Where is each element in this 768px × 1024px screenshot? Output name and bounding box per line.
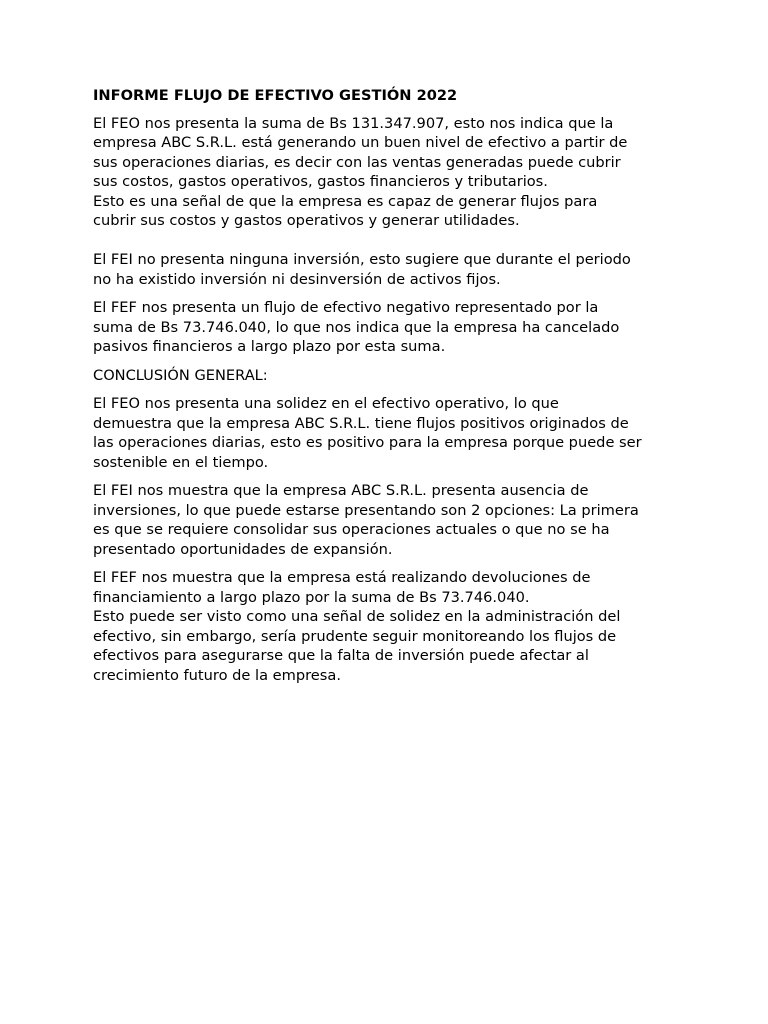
text-line: pasivos financieros a largo plazo por esta suma. bbox=[93, 338, 446, 355]
paragraph-feo-summary bbox=[93, 114, 683, 290]
paragraph-fei-conclusion bbox=[93, 481, 683, 559]
text-line: El FEI no presenta ninguna inversión, esto sugiere que durante el periodo bbox=[93, 251, 631, 268]
text-line: Esto puede ser visto como una señal de solidez en la administración del bbox=[93, 608, 621, 625]
paragraph-fef-conclusion bbox=[93, 568, 683, 685]
text-line: Esto es una señal de que la empresa es capaz de generar flujos para bbox=[93, 192, 598, 210]
text-line: sus costos, gastos operativos, gastos financieros y tributarios. bbox=[93, 173, 548, 190]
conclusion-heading: CONCLUSIÓN GENERAL: bbox=[93, 366, 268, 384]
document-title: INFORME FLUJO DE EFECTIVO GESTIÓN 2022 bbox=[93, 87, 458, 104]
paragraph-fef-summary bbox=[93, 298, 683, 357]
text-line: sus operaciones diarias, es decir con las ventas generadas puede cubrir bbox=[93, 153, 621, 171]
text-line: no ha existido inversión ni desinversión de activos fijos. bbox=[93, 270, 501, 288]
text-line: las operaciones diarias, esto es positivo para la empresa porque puede ser bbox=[93, 434, 642, 451]
text-line: demuestra que la empresa ABC S.R.L. tiene flujos positivos originados de bbox=[93, 414, 629, 432]
text-line: es que se requiere consolidar sus operaciones actuales o que no se ha bbox=[93, 521, 610, 538]
text-line: efectivos para asegurarse que la falta de inversión puede afectar al bbox=[93, 647, 589, 664]
text-line: El FEF nos muestra que la empresa está realizando devoluciones de bbox=[93, 569, 591, 586]
text-line: El FEI nos muestra que la empresa ABC S.R.L. presenta ausencia de bbox=[93, 482, 589, 499]
text-line: El FEO nos presenta una solidez en el efectivo operativo, lo que bbox=[93, 395, 559, 412]
text-line: suma de Bs 73.746.040, lo que nos indica que la empresa ha cancelado bbox=[93, 318, 620, 336]
text-line: presentado oportunidades de expansión. bbox=[93, 540, 393, 558]
text-line: El FEF nos presenta un flujo de efectivo negativo representado por la bbox=[93, 299, 599, 316]
text-line: inversiones, lo que puede estarse presentando son 2 opciones: La primera bbox=[93, 501, 639, 519]
text-line: efectivo, sin embargo, sería prudente seguir monitoreando los flujos de bbox=[93, 627, 617, 645]
text-line: crecimiento futuro de la empresa. bbox=[93, 666, 341, 684]
blank-line bbox=[93, 231, 683, 251]
text-line: El FEO nos presenta la suma de Bs 131.347.907, esto nos indica que la bbox=[93, 114, 614, 132]
text-line: financiamiento a largo plazo por la suma de Bs 73.746.040. bbox=[93, 588, 530, 606]
paragraph-feo-conclusion bbox=[93, 394, 683, 472]
text-line: cubrir sus costos y gastos operativos y generar utilidades. bbox=[93, 212, 520, 229]
text-line: empresa ABC S.R.L. está generando un buen nivel de efectivo a partir de bbox=[93, 134, 628, 151]
document-page bbox=[93, 86, 683, 694]
text-line: sostenible en el tiempo. bbox=[93, 453, 269, 471]
